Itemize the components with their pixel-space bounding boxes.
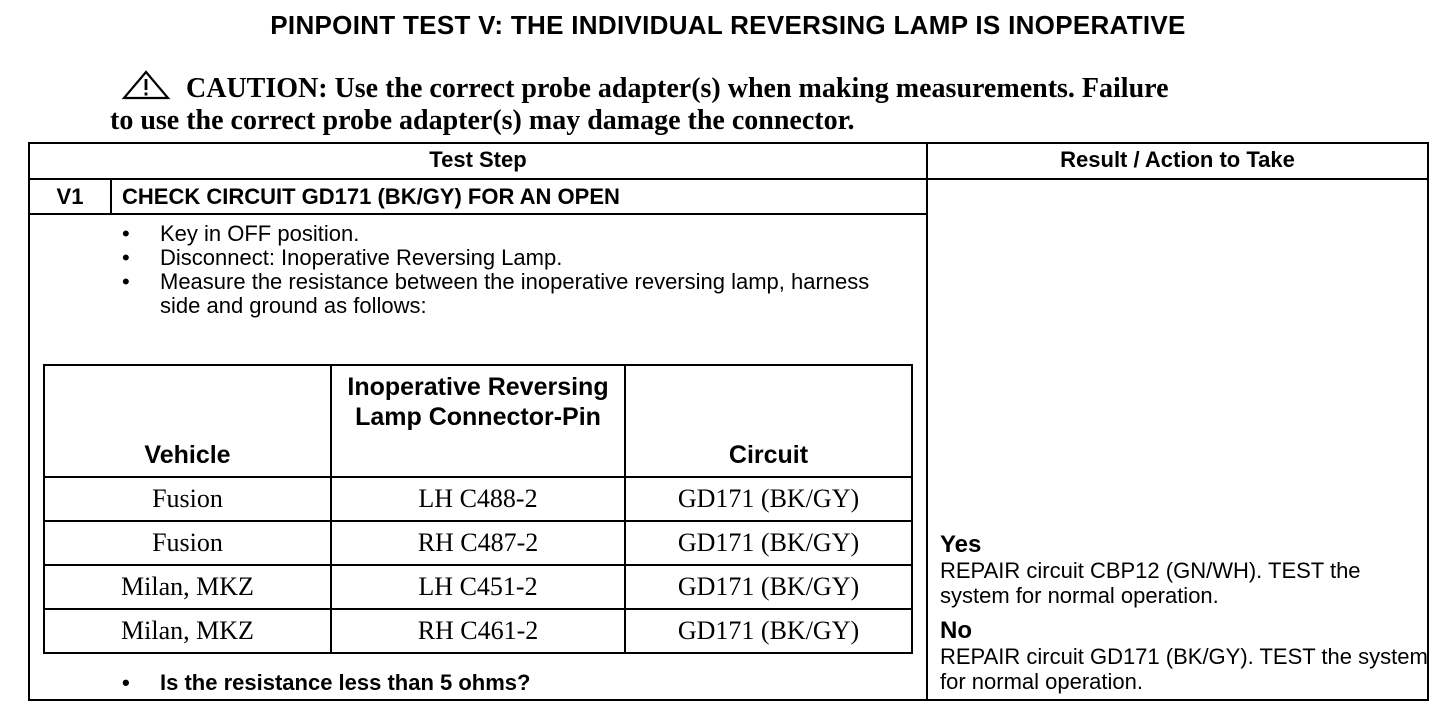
caution-text-line1: Use the correct probe adapter(s) when making measurements. Failure [334, 73, 1169, 104]
step-question-text: Is the resistance less than 5 ohms? [160, 670, 531, 695]
warning-triangle-icon [120, 70, 172, 100]
col-header-circuit: Circuit [625, 365, 912, 477]
cell-connector-pin: LH C451-2 [331, 565, 625, 609]
page-title: PINPOINT TEST V: THE INDIVIDUAL REVERSING LAMP IS INOPERATIVE [270, 10, 1186, 40]
cell-vehicle: Fusion [44, 521, 331, 565]
cell-circuit: GD171 (BK/GY) [625, 565, 912, 609]
cell-circuit: GD171 (BK/GY) [625, 609, 912, 653]
result-yes-text: REPAIR circuit CBP12 (GN/WH). TEST the system for normal operation. [940, 558, 1361, 608]
result-no [940, 618, 1430, 694]
caution-notice [110, 70, 1330, 137]
header-divider [28, 178, 1429, 180]
cell-vehicle: Milan, MKZ [44, 609, 331, 653]
step-bullet: • Key in OFF position. [118, 222, 908, 246]
header-test-step: Test Step [429, 147, 527, 172]
cell-connector-pin: LH C488-2 [331, 477, 625, 521]
result-no-text: REPAIR circuit GD171 (BK/GY). TEST the system for normal operation. [940, 644, 1428, 694]
result-yes [940, 532, 1430, 608]
header-result-action: Result / Action to Take [1060, 147, 1295, 172]
caution-text-line2: to use the correct probe adapter(s) may damage the connector. [110, 105, 855, 136]
col-header-connector-pin: Inoperative Reversing Lamp Connector-Pin [331, 365, 625, 477]
result-no-label: No [940, 617, 972, 644]
connector-spec-table [43, 364, 913, 654]
cell-connector-pin: RH C461-2 [331, 609, 625, 653]
table-row [44, 609, 912, 653]
cell-connector-pin: RH C487-2 [331, 521, 625, 565]
table-row [44, 521, 912, 565]
table-row [44, 565, 912, 609]
col-header-vehicle: Vehicle [44, 365, 331, 477]
step-question [118, 670, 530, 696]
step-bullet: • Disconnect: Inoperative Reversing Lamp. [118, 246, 908, 270]
cell-circuit: GD171 (BK/GY) [625, 521, 912, 565]
step-title-divider [28, 213, 928, 215]
cell-circuit: GD171 (BK/GY) [625, 477, 912, 521]
result-yes-label: Yes [940, 531, 982, 558]
column-divider [926, 142, 928, 701]
step-bullet: • Measure the resistance between the inoperative reversing lamp, harness side and ground as follows: [118, 270, 908, 318]
cell-vehicle: Fusion [44, 477, 331, 521]
cell-vehicle: Milan, MKZ [44, 565, 331, 609]
table-row [44, 477, 912, 521]
caution-label: CAUTION: [186, 73, 328, 104]
step-id-divider [110, 178, 112, 215]
step-title: CHECK CIRCUIT GD171 (BK/GY) FOR AN OPEN [122, 184, 620, 209]
step-bullet-list [118, 222, 908, 318]
step-id: V1 [56, 184, 84, 209]
